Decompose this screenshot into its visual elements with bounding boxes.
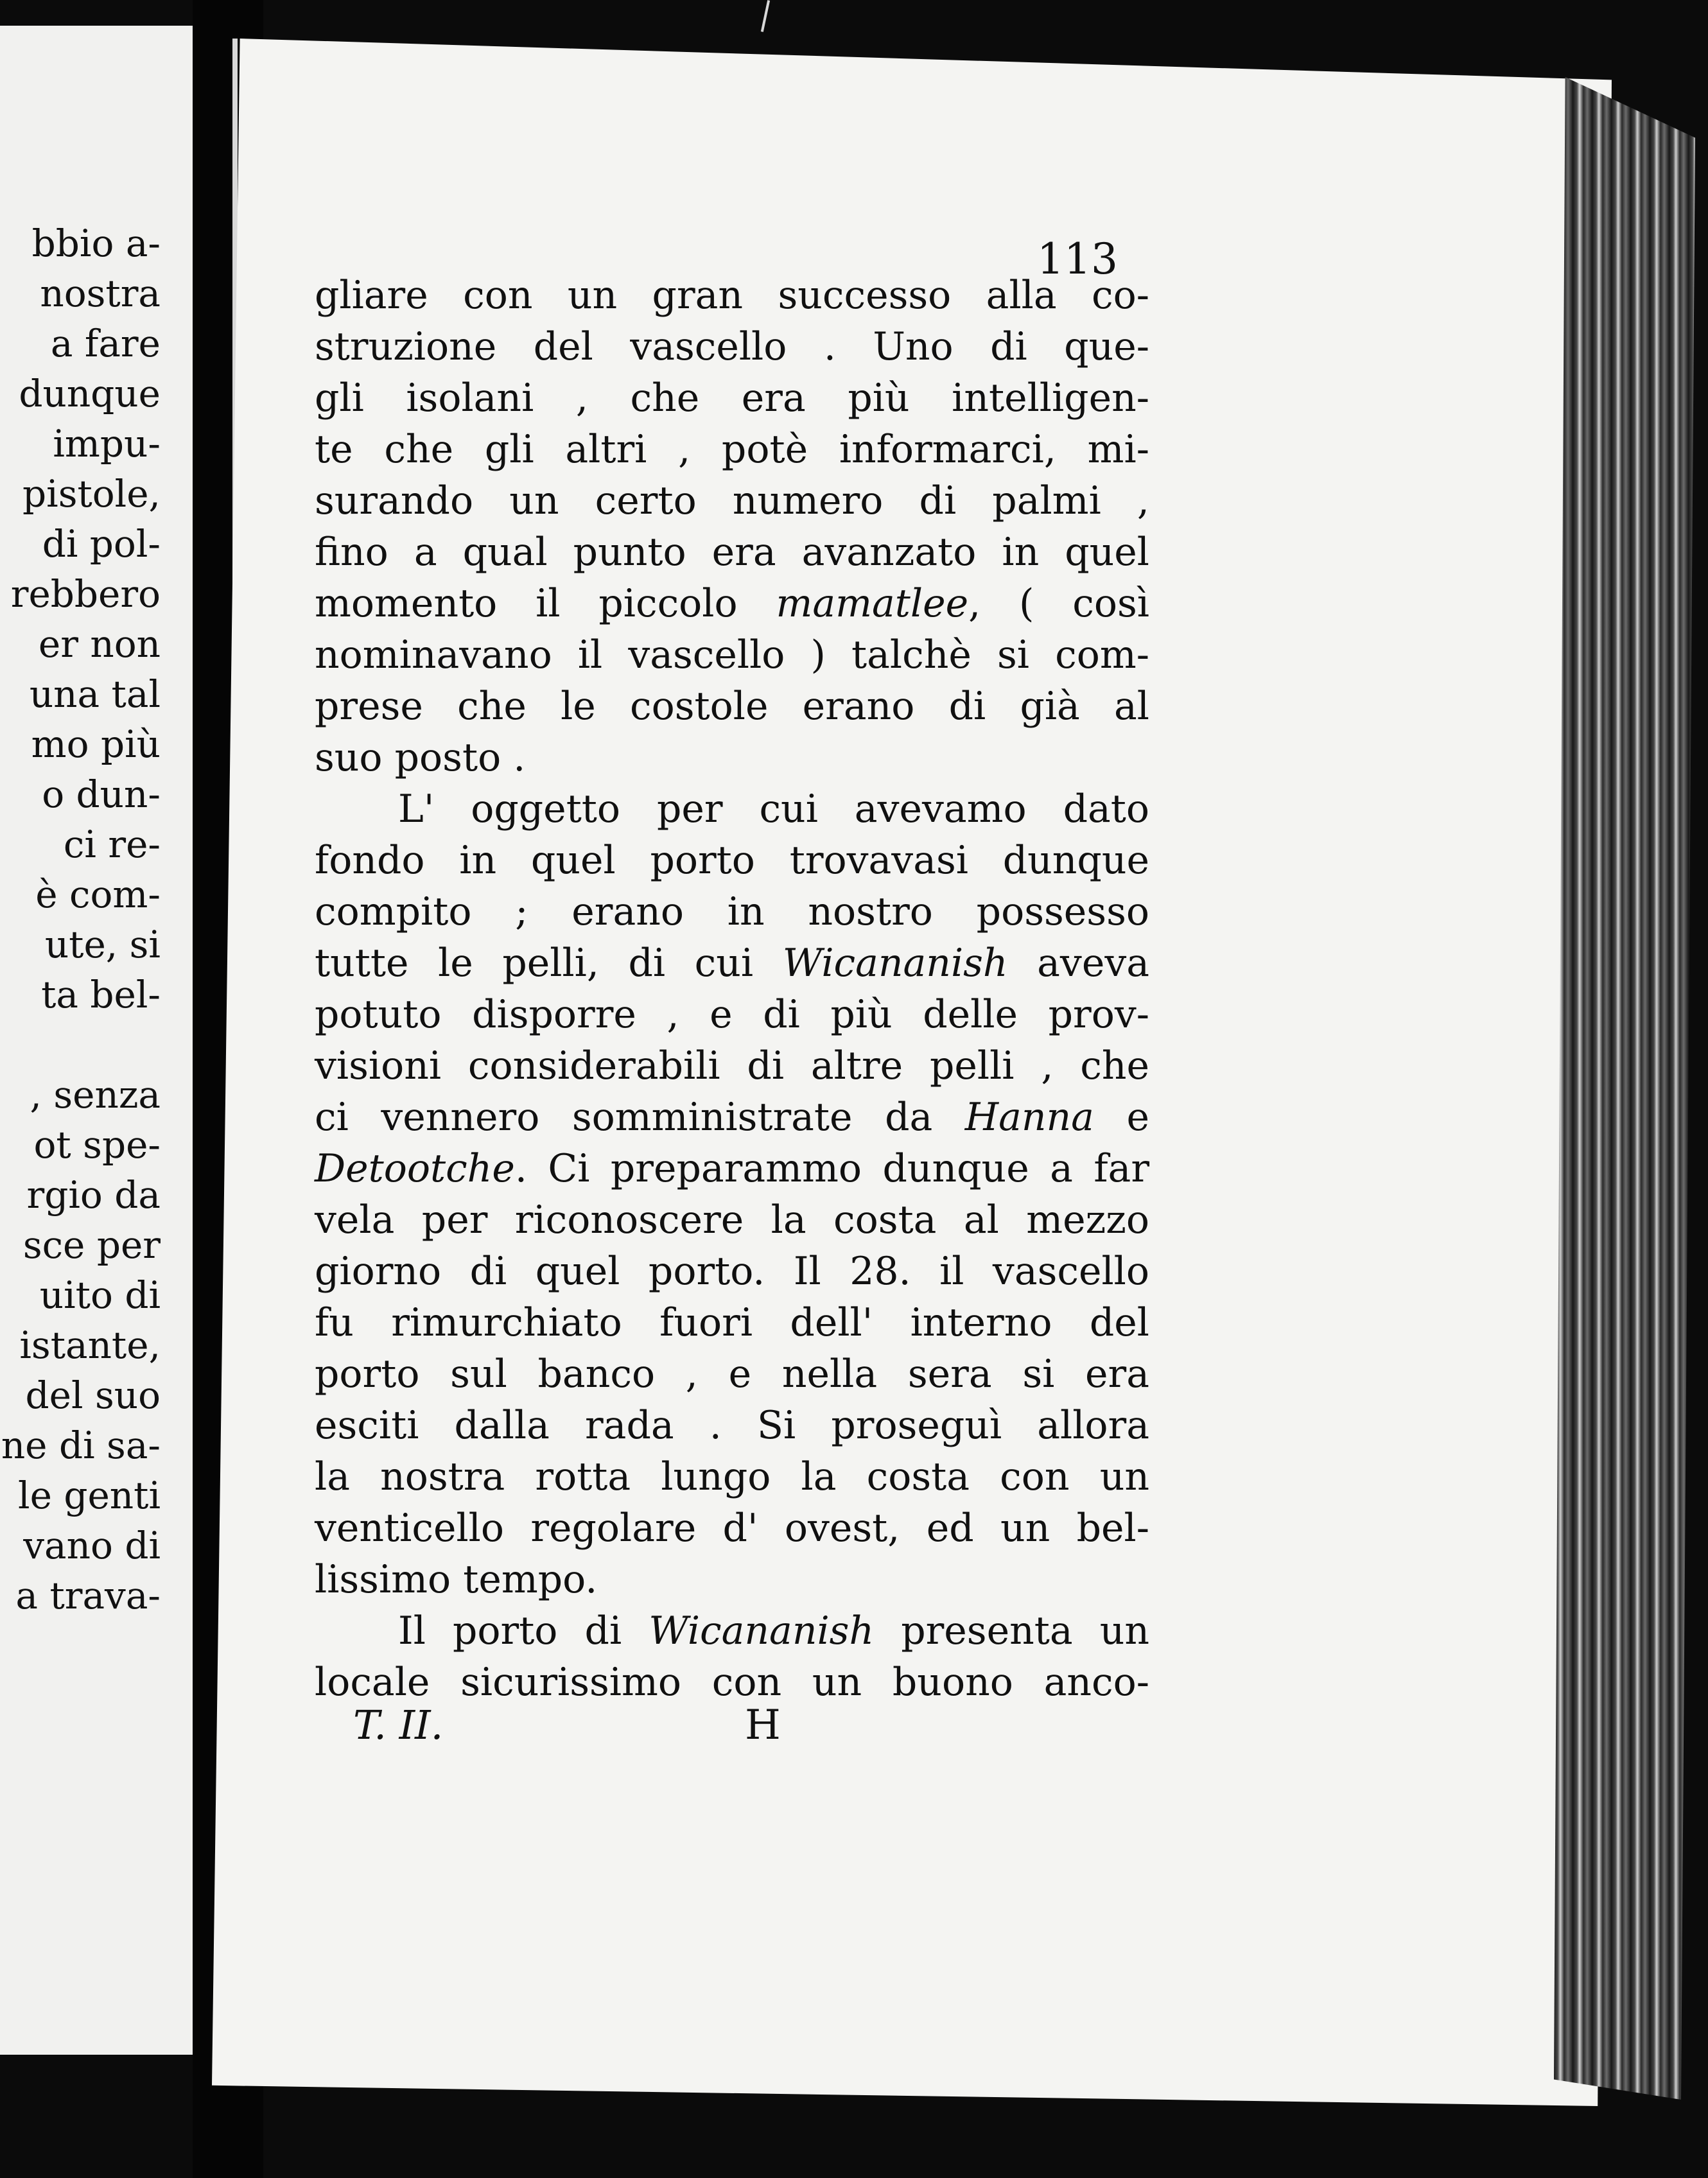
left-text-line: è com- [35,873,161,916]
text-line: struzione del vascello . Uno di que- [315,324,1149,369]
text-line: venticello regolare d' ovest, ed un bel- [315,1506,1149,1551]
text-line: fino a qual punto era avanzato in quel [315,530,1149,575]
left-text-line: di pol- [42,522,161,566]
text-line: te che gli altri , potè informarci, mi- [315,427,1149,472]
left-text-line: impu- [53,422,161,466]
text-run: presenta un [874,1608,1149,1653]
signature-volume: T. II. [353,1702,444,1748]
text-line [315,1143,1149,1194]
text-line: locale sicurissimo con un buono anco- [315,1660,1149,1705]
left-text-line: le genti [18,1474,161,1517]
text-line: fondo in quel porto trovavasi dunque [315,838,1149,883]
text-line: suo posto . [315,735,526,780]
text-line: nominavano il vascello ) talchè si com- [315,632,1149,677]
left-text-line: sce per [22,1223,161,1267]
text-line [315,1092,1149,1143]
text-line: giorno di quel porto. Il 28. il vascello [315,1249,1149,1294]
text-line: surando un certo numero di palmi , [315,478,1149,523]
left-text-line: ci re- [63,823,161,866]
left-text-line: ta bel- [41,973,161,1016]
left-text-line: una tal [29,672,161,716]
text-line: fu rimurchiato fuori dell' interno del [315,1300,1149,1345]
left-text-line: del suo [25,1373,161,1417]
text-run: e [1094,1095,1149,1140]
left-text-line: pistole, [22,472,161,516]
left-text-line: a trava- [15,1574,161,1617]
left-text-line: uito di [39,1273,161,1317]
left-facing-page [0,26,196,2055]
top-mark [761,0,770,32]
text-line: gliare con un gran successo alla co- [315,273,1149,318]
text-line [315,578,1149,629]
italic-term: Hanna [964,1095,1094,1140]
text-line: compito ; erano in nostro possesso [315,889,1149,934]
left-text-line: dunque [19,372,161,415]
left-text-line: ot spe- [33,1123,161,1167]
left-text-line: a fare [50,322,161,365]
page-edges [1554,77,1695,2100]
text-line: porto sul banco , e nella sera si era [315,1352,1149,1397]
text-line: gli isolani , che era più intelligen- [315,376,1149,421]
left-text-line: er non [38,622,161,666]
left-text-line [0,1020,161,1070]
text-line: visioni considerabili di altre pelli , che [315,1043,1149,1088]
text-line: L' oggetto per cui avevamo dato [398,787,1149,832]
text-run: . Ci preparammo dunque a far [514,1146,1149,1191]
left-text-line: bbio a- [31,222,161,265]
text-run: ci vennero somministrate da [315,1095,965,1140]
left-text-line: rebbero [10,572,161,616]
left-text-line: vano di [23,1524,161,1567]
text-line: la nostra rotta lungo la costa con un [315,1454,1149,1499]
text-line: lissimo tempo. [315,1557,598,1602]
left-text-line: mo più [31,722,161,766]
text-line [315,1605,1149,1657]
page-number: 113 [1037,234,1118,284]
left-text-line: nostra [40,272,161,315]
text-run: , ( così [968,581,1149,626]
text-line: esciti dalla rada . Si proseguì allora [315,1403,1149,1448]
italic-term: Wicananish [649,1608,875,1653]
italic-term: Detootche [315,1146,515,1191]
main-text-block [315,270,1149,1708]
signature-mark: H [745,1702,781,1749]
left-text-line: ne di sa- [1,1424,161,1467]
text-run: Il porto di [398,1608,649,1653]
italic-term: mamatlee [776,581,969,626]
italic-term: Wicananish [782,941,1008,986]
text-run: tutte le pelli, di cui [315,941,783,986]
left-page-text [0,218,161,1621]
left-text-line: rgio da [26,1173,161,1217]
text-line: prese che le costole erano di già al [315,684,1149,729]
text-line [315,937,1149,989]
text-run: momento il piccolo [315,581,776,626]
left-text-line: o dun- [42,772,161,816]
left-text-line: , senza [30,1073,161,1117]
text-line: vela per riconoscere la costa al mezzo [315,1198,1149,1242]
left-text-line: istante, [19,1323,161,1367]
left-text-line: ute, si [44,923,161,966]
text-run: aveva [1007,941,1149,986]
text-line: potuto disporre , e di più delle prov- [315,992,1149,1037]
